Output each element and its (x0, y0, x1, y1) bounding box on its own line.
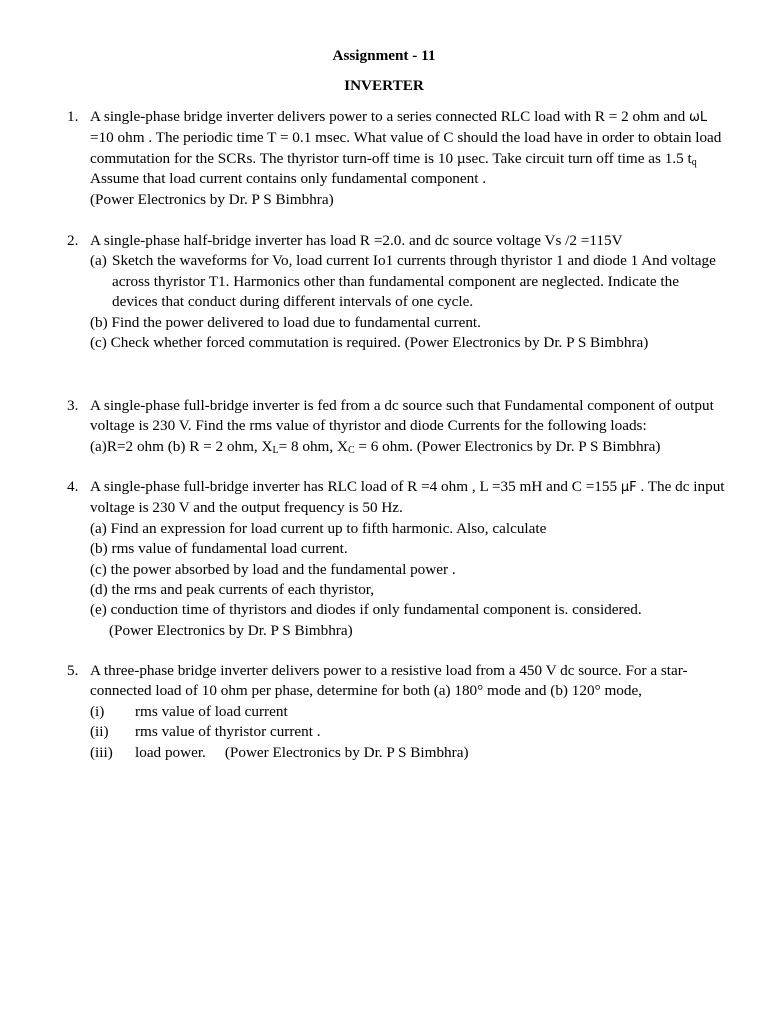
sub-text: rms value of thyristor current . (135, 723, 321, 741)
subscript: q (691, 156, 697, 168)
sub-question-b: (b) rms value of fundamental load current. (90, 540, 348, 558)
sub-label: (ii) (90, 723, 109, 741)
sub-question-a: (a) Find an expression for load current up to fifth harmonic. Also, calculate (90, 519, 547, 537)
load-text: = 6 ohm. (Power Electronics by Dr. P S Bimbhra) (354, 437, 661, 455)
omega-l-symbol: ωL (689, 110, 708, 125)
question-body (90, 231, 727, 353)
question-number: 4. (67, 478, 79, 495)
topic-heading: INVERTER (344, 77, 424, 94)
sub-question-b: (b) Find the power delivered to load due to fundamental current. (90, 313, 481, 331)
question-text: . The dc input voltage is 230 V and the output frequency is 50 Hz. (90, 478, 725, 517)
load-text: (a)R=2 ohm (b) R = 2 ohm, X (90, 437, 273, 455)
sub-label: (iii) (90, 743, 113, 761)
sub-question-c: (c) Check whether forced commutation is required. (Power Electronics by Dr. P S Bimbhra) (90, 334, 649, 352)
load-cases (90, 437, 727, 457)
sub-question-e: (e) conduction time of thyristors and diodes if only fundamental component is. considered. (90, 601, 642, 619)
sub-text: load power. (Power Electronics by Dr. P S Bimbhra) (135, 743, 469, 761)
load-text: = 8 ohm, X (278, 437, 348, 455)
question-4 (67, 477, 727, 641)
sub-question-iii (90, 743, 727, 763)
assignment-heading: Assignment - 11 (332, 47, 436, 64)
question-body (90, 477, 727, 641)
question-3 (67, 396, 727, 457)
question-text: A single-phase half-bridge inverter has load R =2.0. and dc source voltage Vs /2 =115V (90, 232, 623, 249)
question-text: A single-phase bridge inverter delivers power to a series connected RLC load with R = 2 ohm and (90, 108, 690, 125)
question-body (90, 107, 727, 210)
question-text: A single-phase full-bridge inverter has RLC load of R =4 ohm , L =35 mH and C =155 (90, 478, 621, 495)
sub-question-a (90, 251, 727, 312)
question-text: A single-phase full-bridge inverter is fed from a dc source such that Fundamental component of output voltage is 230 V. Find the rms value of thyristor and diode Currents for the following loads: (90, 397, 714, 435)
question-number: 3. (67, 397, 79, 414)
reference: (Power Electronics by Dr. P S Bimbhra) (109, 621, 353, 639)
question-text: =10 ohm . The periodic time T = 0.1 msec. What value of C should the load have in order to obtain load commutation for the SCRs. The thyristor turn-off time is 10 µsec. Take circuit turn off time as 1.5 t (90, 129, 722, 167)
sub-label: (i) (90, 702, 105, 720)
subscript: C (347, 444, 355, 456)
sub-question-i (90, 702, 727, 722)
question-text: Assume that load current contains only fundamental component . (90, 170, 487, 188)
sub-text: Sketch the waveforms for Vo, load current Io1 currents through thyristor 1 and diode 1 And voltage across thyristor T1. Harmonics other than fundamental component are neglected. Indicate the devices that conduct during different intervals of one cycle. (112, 252, 716, 311)
sub-label: (a) (90, 252, 107, 270)
question-5 (67, 661, 727, 763)
question-body (90, 661, 727, 763)
question-number: 5. (67, 662, 79, 679)
question-text: A three-phase bridge inverter delivers power to a resistive load from a 450 V dc source. For a star-connected load of 10 ohm per phase, determine for both (a) 180° mode and (b) 120° mode, (90, 662, 688, 700)
sub-question-c: (c) the power absorbed by load and the fundamental power . (90, 560, 456, 578)
microfarad-unit: µF (620, 480, 637, 495)
sub-text: rms value of load current (135, 702, 288, 720)
question-1 (67, 107, 727, 210)
sub-question-ii (90, 722, 727, 742)
question-number: 1. (67, 108, 79, 125)
question-2 (67, 231, 727, 353)
sub-question-d: (d) the rms and peak currents of each thyristor, (90, 581, 375, 599)
reference: (Power Electronics by Dr. P S Bimbhra) (90, 190, 334, 208)
question-body (90, 396, 727, 457)
subscript: L (272, 444, 279, 456)
question-number: 2. (67, 232, 79, 249)
